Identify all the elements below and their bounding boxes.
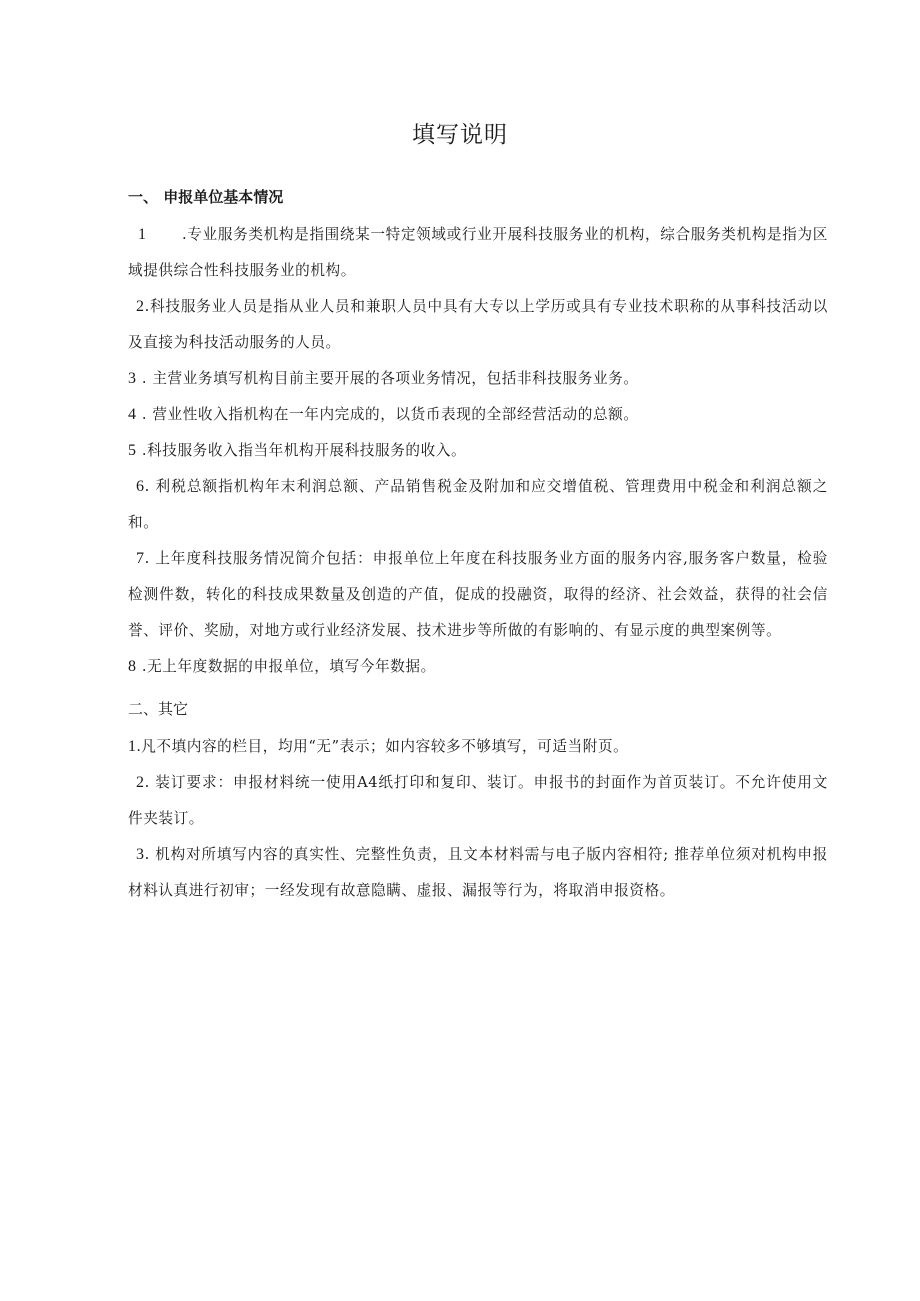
item-text: . 上年度科技服务情况简介包括：申报单位上年度在科技服务业方面的服务内容,服务客户数量，检验检测件数，转化的科技成果数量及创造的产值，促成的投融资，取得的经济、社会效益，获得的社会信誉、评价、奖励，对地方或行业经济发展、技术进步等所做的有影响的、有显示度的典型案例等。 <box>128 550 828 639</box>
item-number: 2 <box>136 298 145 315</box>
item-text: .专业服务类机构是指围绕某一特定领域或行业开展科技服务业的机构，综合服务类机构是指为区域提供综合性科技服务业的机构。 <box>128 226 828 279</box>
list-item <box>128 469 828 541</box>
item-number: 4 <box>128 406 137 423</box>
item-text: . 利税总额指机构年末利润总额、产品销售税金及附加和应交增值税、管理费用中税金和利润总额之和。 <box>128 478 828 531</box>
list-item <box>128 765 828 837</box>
list-item <box>128 397 828 433</box>
item-number: 2 <box>136 774 145 791</box>
item-number: 3 <box>128 370 137 387</box>
item-text: .科技服务业人员是指从业人员和兼职人员中具有大专以上学历或具有专业技术职称的从事科技活动以及直接为科技活动服务的人员。 <box>128 298 828 351</box>
item-text: . 机构对所填写内容的真实性、完整性负责，且文本材料需与电子版内容相符; 推荐单位须对机构申报材料认真进行初审；一经发现有故意隐瞒、虚报、漏报等行为，将取消申报资格。 <box>128 846 828 899</box>
item-text: . 营业性收入指机构在一年内完成的，以货币表现的全部经营活动的总额。 <box>136 406 639 423</box>
list-item <box>128 361 828 397</box>
item-number: 8 <box>128 658 137 675</box>
list-item <box>128 837 828 909</box>
item-text: .科技服务收入指当年机构开展科技服务的收入。 <box>136 442 467 459</box>
document-body <box>128 183 828 909</box>
item-text: . 装订要求：申报材料统一使用A4纸打印和复印、装订。申报书的封面作为首页装订。不允许使用文件夹装订。 <box>128 774 828 827</box>
list-item <box>128 649 828 685</box>
list-item <box>128 433 828 469</box>
section-heading-other: 二、其它 <box>128 700 189 718</box>
item-number: 6 <box>136 478 145 495</box>
item-number: 7 <box>136 550 145 567</box>
list-item <box>128 289 828 361</box>
section-heading-basic-info: 一、 申报单位基本情况 <box>128 188 284 206</box>
item-text: 凡不填内容的栏目，均用“无”表示；如内容较多不够填写，可适当附页。 <box>141 738 629 755</box>
item-number: 5 <box>128 442 137 459</box>
list-item <box>128 217 828 289</box>
item-number: 3 <box>136 846 145 863</box>
item-text: . 主营业务填写机构目前主要开展的各项业务情况，包括非科技服务业务。 <box>136 370 639 387</box>
item-number: 1. <box>128 738 142 755</box>
item-number: 1 <box>138 226 147 243</box>
page-title: 填写说明 <box>412 122 508 148</box>
list-item <box>128 541 828 649</box>
list-item <box>128 729 828 765</box>
item-text: .无上年度数据的申报单位，填写今年数据。 <box>136 658 436 675</box>
